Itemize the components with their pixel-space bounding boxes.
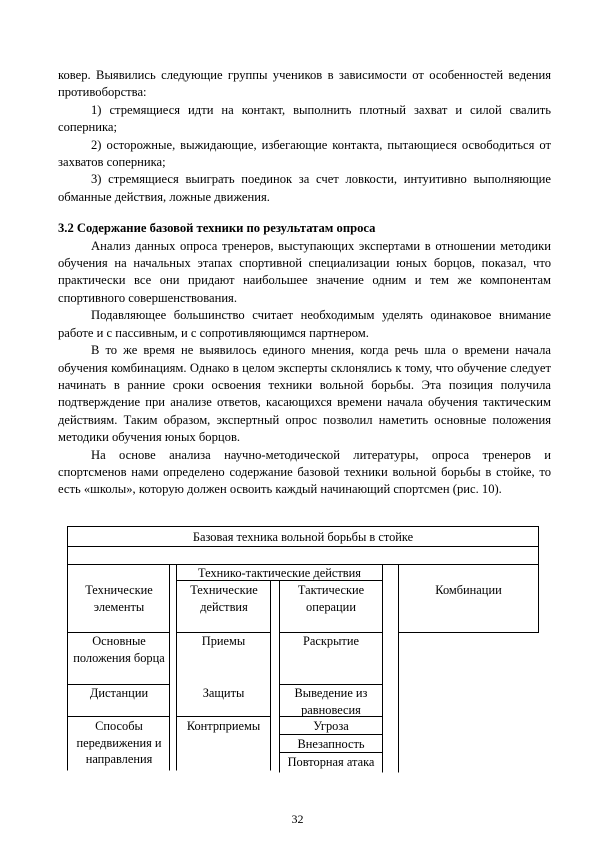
operation-threat: Угроза xyxy=(313,719,349,733)
diagram-group-header: Технико-тактические действия xyxy=(198,566,361,580)
element-movement-methods: Способы передвижения и направления xyxy=(76,719,162,766)
operation-surprise: Внезапность xyxy=(297,737,365,751)
paragraph-group-2: 2) осторожные, выжидающие, избегающие контакта, пытающиеся освободиться от захватов соперника; xyxy=(58,137,551,170)
paragraph-combinations: В то же время не выявилось единого мнения, когда речь шла о времени начала обучения комбинациям. Однако в целом эксперты склонялись к тому, что обучение следует начинать в ранние сроки освоения техники вольной борьбы. Эта позиция получила подтверждение при анализе ответов, касающихся времени начала обучения тактическим действиям. Таким образом, экспертный опрос позволил наметить основные положения методики обучения юных борцов. xyxy=(58,343,551,445)
header-technical-actions: Технические действия xyxy=(190,583,258,614)
operation-opening: Раскрытие xyxy=(303,634,359,648)
section-heading: 3.2 Содержание базовой техники по результатам опроса xyxy=(58,221,376,236)
diagram-title: Базовая техника вольной борьбы в стойке xyxy=(192,530,414,544)
action-defenses: Защиты xyxy=(202,686,245,700)
paragraph-group-1: 1) стремящиеся идти на контакт, выполнить плотный захват и силой свалить соперника; xyxy=(58,102,551,135)
header-technical-elements: Технические элементы xyxy=(85,583,153,614)
paragraph-groups-intro: ковер. Выявились следующие группы учеников в зависимости от особенностей ведения противоборства: xyxy=(58,68,551,100)
page-number: 32 xyxy=(291,812,304,826)
paragraph-majority: Подавляющее большинство считает необходимым уделять одинаковое внимание работе и с пассивным, и с сопротивляющимся партнером. xyxy=(58,308,551,340)
paragraph-basis: На основе анализа научно-методической литературы, опроса тренеров и спортсменов нами определено содержание базовой техники вольной борьбы в стойке, то есть «школы», которую должен освоить каждый начинающий спортсмен (рис. 10). xyxy=(58,447,551,497)
action-counter-throws: Контрприемы xyxy=(186,719,261,733)
paragraph-group-3: 3) стремящиеся выиграть поединок за счет ловкости, интуитивно выполняющие обманные действия, ложные движения. xyxy=(58,172,551,204)
paragraph-analysis: Анализ данных опроса тренеров, выступающих экспертами в отношении методики обучения на начальных этапах спортивной специализации юных борцов, показал, что практически все они придают наибольшее значение одним и тем же компонентам спортивного совершенствования. xyxy=(58,238,551,305)
header-tactical-operations: Тактические операции xyxy=(297,583,365,614)
action-throws: Приемы xyxy=(201,634,246,648)
operation-off-balance: Выведение из равновесия xyxy=(294,686,368,717)
operation-repeat-attack: Повторная атака xyxy=(287,755,375,769)
header-combinations: Комбинации xyxy=(435,583,502,597)
element-basic-positions: Основные положения борца xyxy=(73,634,165,665)
element-distances: Дистанции xyxy=(89,686,149,700)
